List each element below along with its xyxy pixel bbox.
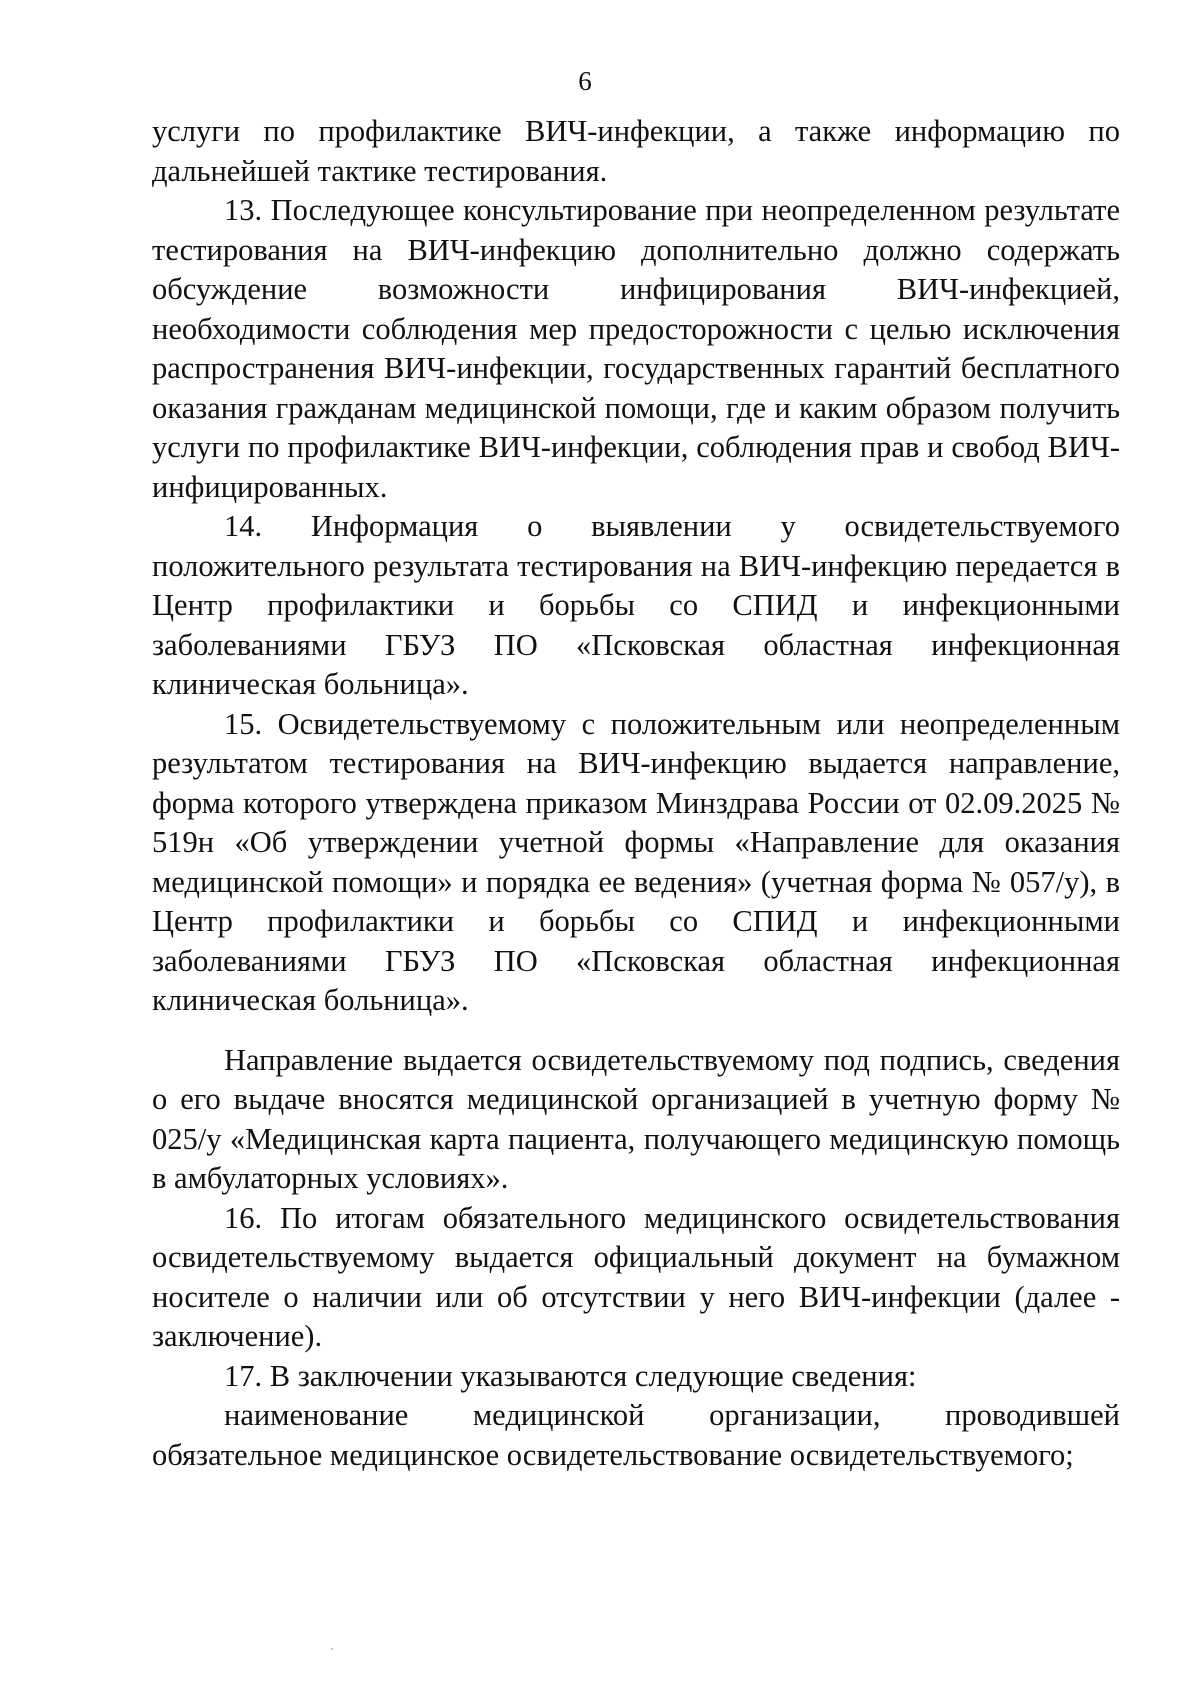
- paragraph-continuation: услуги по профилактике ВИЧ-инфекции, а также информацию по дальнейшей тактике тестирования.: [152, 114, 1120, 188]
- paragraph-item-13: 13. Последующее консультирование при неопределенном результате тестирования на ВИЧ-инфекцию дополнительно должно содержать обсуждение возможности инфицирования ВИЧ-инфекцией, необходимости соблюдения мер предосторожности с целью исключения распространения ВИЧ-инфекции, государственных гарантий бесплатного оказания гражданам медицинской помощи, где и каким образом получить услуги по профилактике ВИЧ-инфекции, соблюдения прав и свобод ВИЧ-инфицированных.: [152, 193, 1120, 504]
- paragraph-item-16: 16. По итогам обязательного медицинского освидетельствования освидетельствуемому выдается официальный документ на бумажном носителе о наличии или об отсутствии у него ВИЧ-инфекции (далее - заключение).: [152, 1200, 1120, 1353]
- paragraph-item-17-detail: наименование медицинской организации, проводившей обязательное медицинское освидетельствование освидетельствуемого;: [152, 1398, 1120, 1472]
- paragraph-referral-note: Направление выдается освидетельствуемому под подпись, сведения о его выдаче вносятся медицинской организацией в учетную форму № 025/у «Медицинская карта пациента, получающего медицинскую помощь в амбулаторных условиях».: [152, 1042, 1120, 1195]
- document-body: [152, 112, 1120, 1475]
- page-number: 6: [578, 66, 592, 96]
- paragraph-item-14: 14. Информация о выявлении у освидетельствуемого положительного результата тестирования на ВИЧ-инфекцию передается в Центр профилактики и борьбы со СПИД и инфекционными заболеваниями ГБУЗ ПО «Псковская областная инфекционная клиническая больница».: [152, 509, 1120, 701]
- paragraph-item-17: 17. В заключении указываются следующие сведения:: [224, 1358, 917, 1393]
- paragraph-item-15: 15. Освидетельствуемому с положительным или неопределенным результатом тестирования на ВИЧ-инфекцию выдается направление, форма которого утверждена приказом Минздрава России от 02.09.2025 № 519н «Об утверждении учетной формы «Направление для оказания медицинской помощи» и порядка ее ведения» (учетная форма № 057/у), в Центр профилактики и борьбы со СПИД и инфекционными заболеваниями ГБУЗ ПО «Псковская областная инфекционная клиническая больница».: [152, 706, 1120, 1017]
- scan-speck: [331, 1648, 333, 1650]
